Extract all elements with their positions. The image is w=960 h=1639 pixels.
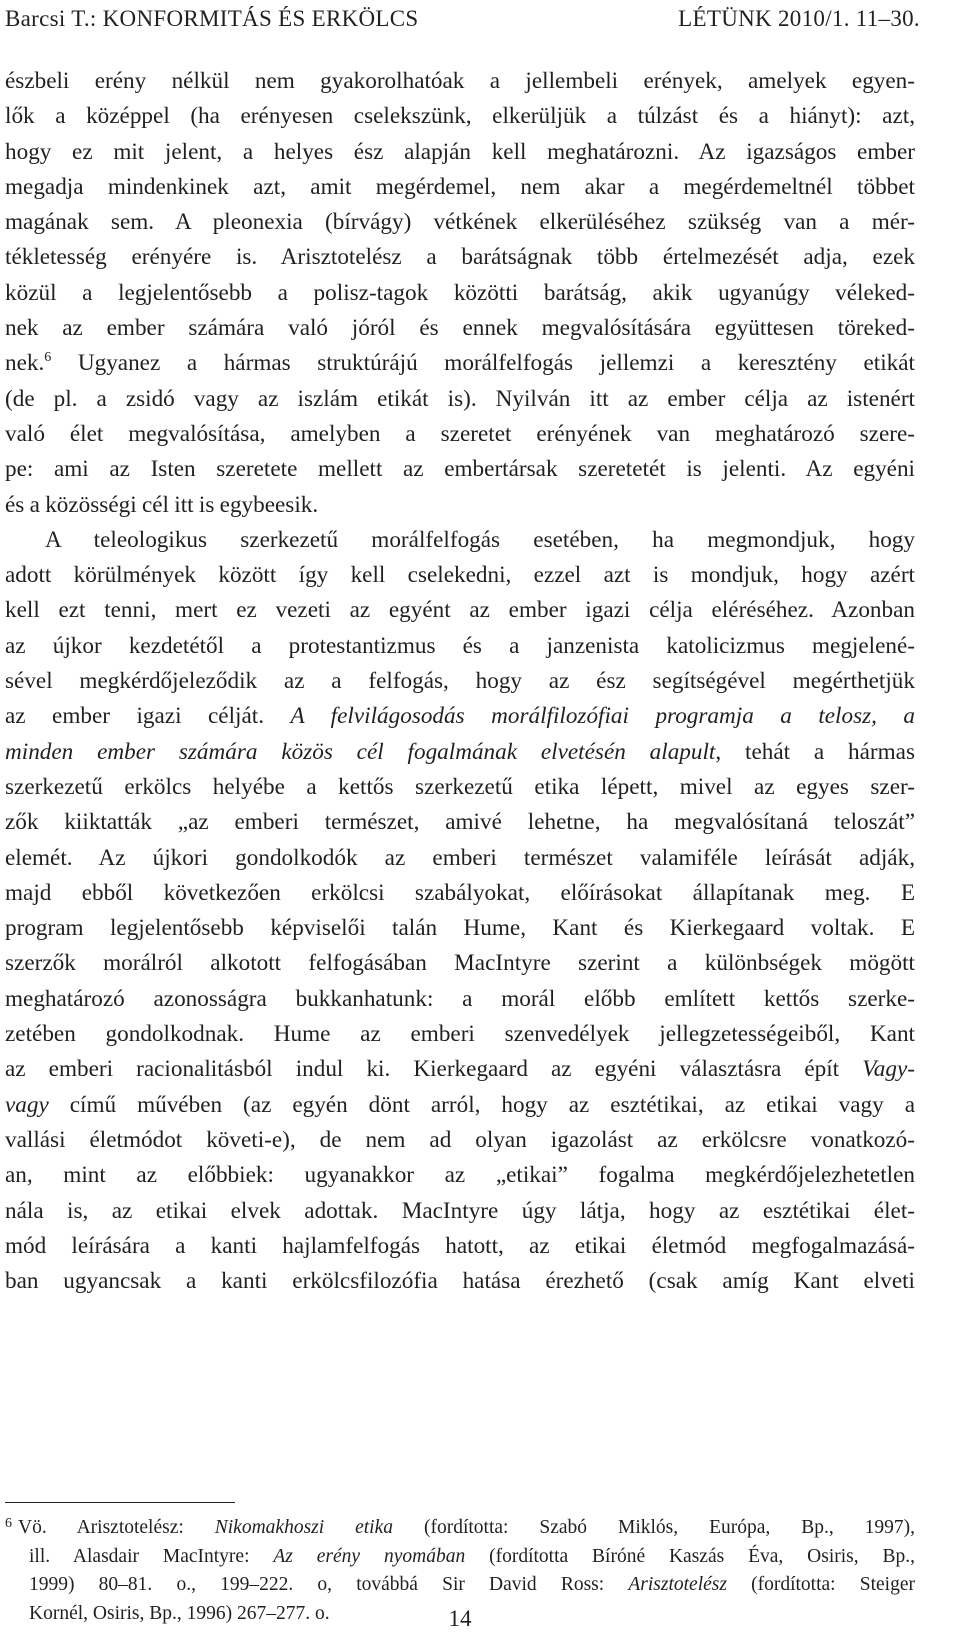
footnote-reference[interactable]: 6 — [44, 350, 52, 366]
text-line: sével megkérdőjeleződik az a felfogás, hogy az ész segítségével megérthetjük — [5, 668, 915, 695]
page-number: 14 — [448, 1606, 472, 1631]
text-line: kell ezt tenni, mert ez vezeti az egyént az ember igazi célja eléréséhez. Azonban — [5, 597, 915, 624]
text-line: adott körülmények között így kell cselekedni, ezzel azt is mondjuk, hogy azért — [5, 562, 915, 589]
footnote-line — [5, 1514, 915, 1543]
body-text — [5, 64, 915, 1299]
text-line — [5, 346, 915, 381]
footnote-divider — [5, 1502, 235, 1503]
paragraph-2 — [5, 523, 915, 1300]
text-line: nála is, az etikai elvek adottak. MacIntyre úgy látja, hogy az esztétikai élet- — [5, 1197, 915, 1224]
header-journal-ref: LÉTÜNK 2010/1. 11–30. — [678, 6, 920, 31]
text-line — [5, 1052, 915, 1087]
text-line: nek az ember számára való jóról és ennek megvalósítására együttesen töreked- — [5, 315, 915, 342]
text-fragment: az ember igazi célját. — [5, 703, 291, 730]
text-line: szerkezetű erkölcs helyébe a kettős szerkezetű etika lépett, mivel az egyes szer- — [5, 773, 915, 800]
text-line: szerzők morálról alkotott felfogásában MacIntyre szerint a különbségek mögött — [5, 950, 915, 977]
text-line: és a közösségi cél itt is egybeesik. — [5, 491, 319, 518]
text-line: közül a legjelentősebb a polisz-tagok közötti barátság, akik ugyanúgy véleked- — [5, 279, 915, 306]
book-title: Nikomakhoszi etika — [214, 1517, 394, 1538]
book-title: Az erény nyomában — [273, 1545, 466, 1567]
text-line: majd ebből következően erkölcsi szabályokat, előírásokat állapítanak meg. E — [5, 879, 915, 906]
text-line: zetében gondolkodnak. Hume az emberi szenvedélyek jellegzetességeiből, Kant — [5, 1021, 915, 1048]
text-line: az újkor kezdetétől a protestantizmus és a janzenista katolicizmus megjelené- — [5, 632, 915, 659]
text-line: tékletesség erényére is. Arisztotelész a barátságnak több értelmezését adja, ezek — [5, 244, 915, 271]
text-line: program legjelentősebb képviselői talán Hume, Kant és Kierkegaard voltak. E — [5, 915, 915, 942]
text-fragment: Vö. Arisztotelész: — [18, 1517, 215, 1538]
text-fragment: Ugyanez a hármas struktúrájú morálfelfogás jellemzi a keresztény etikát — [51, 350, 915, 377]
text-line: magának sem. A pleonexia (bírvágy) vétkének elkerüléséhez szükség van a mér- — [5, 209, 915, 236]
text-fragment: (fordította: Steiger — [726, 1574, 915, 1596]
emphasis-text: minden ember számára közös cél fogalmának elvetésén alapult — [5, 738, 716, 765]
text-line: megadja mindenkinek azt, amit megérdemel, nem akar a megérdemeltnél többet — [5, 173, 915, 200]
text-line: zők kiiktatták „az emberi természet, amivé lehetne, ha megvalósítaná teloszát” — [5, 809, 915, 836]
text-fragment: ill. Alasdair MacIntyre: — [29, 1545, 274, 1567]
text-fragment: (fordította Bíróné Kaszás Éva, Osiris, Bp., — [465, 1545, 916, 1567]
text-fragment: nek. — [5, 350, 45, 377]
footnote-line — [5, 1571, 915, 1600]
footnote-line: Kornél, Osiris, Bp., 1996) 267–277. o. — [29, 1602, 330, 1624]
text-fragment: az emberi racionalitásból indul ki. Kierkegaard az egyéni választásra épít — [5, 1056, 863, 1083]
text-line: A teleologikus szerkezetű morálfelfogás esetében, ha megmondjuk, hogy — [45, 526, 915, 553]
text-fragment: 1999) 80–81. o., 199–222. o, továbbá Sir David Ross: — [29, 1574, 629, 1596]
header-author-title: Barcsi T.: KONFORMITÁS ÉS ERKÖLCS — [5, 6, 419, 31]
book-title: Vagy- — [862, 1056, 915, 1083]
text-line — [5, 735, 915, 770]
text-line: pe: ami az Isten szeretete mellett az embertársak szeretetét is jelenti. Az egyéni — [5, 456, 915, 483]
running-header — [5, 4, 920, 34]
text-line — [5, 1088, 915, 1123]
text-line: lők a középpel (ha erényesen cselekszünk, elkerüljük a túlzást és a hiányt): azt, — [5, 103, 915, 130]
book-title: vagy — [5, 1091, 49, 1118]
text-fragment: , tehát a hármas — [715, 738, 915, 765]
text-line: észbeli erény nélkül nem gyakorolhatóak a jellembeli erények, amelyek egyen- — [5, 68, 915, 94]
text-line: ban ugyancsak a kanti erkölcsfilozófia hatása érezhető (csak amíg Kant elveti — [5, 1268, 915, 1295]
text-line: elemét. Az újkori gondolkodók az emberi természet valamiféle leírását adják, — [5, 844, 915, 871]
text-line: való élet megvalósítása, amelyben a szeretet erényének van meghatározó szere- — [5, 420, 915, 447]
text-line: (de pl. a zsidó vagy az iszlám etikát is). Nyilván itt az ember célja az istenért — [5, 385, 915, 412]
text-line: mód leírására a kanti hajlamfelfogás hatott, az etikai életmód megfogalmazásá- — [5, 1232, 915, 1259]
text-fragment: című művében (az egyén dönt arról, hogy az esztétikai, az etikai vagy a — [48, 1091, 915, 1118]
text-line — [5, 699, 915, 734]
book-title: Arisztotelész — [628, 1574, 727, 1596]
paragraph-1 — [5, 64, 915, 523]
footnote-number: 6 — [5, 1516, 12, 1531]
emphasis-text: A felvilágosodás morálfilozófiai programja a telosz, a — [290, 703, 915, 730]
footnote-line — [5, 1543, 915, 1572]
text-line: vallási életmódot követi-e), de nem ad olyan igazolást az erkölcsre vonatkozó- — [5, 1126, 915, 1153]
text-line: hogy ez mit jelent, a helyes ész alapján kell meghatározni. Az igazságos ember — [5, 138, 915, 165]
text-line: an, mint az előbbiek: ugyanakkor az „etikai” fogalma megkérdőjelezhetetlen — [5, 1162, 915, 1189]
text-fragment: (fordította: Szabó Miklós, Európa, Bp., 1997), — [393, 1517, 916, 1538]
text-line: meghatározó azonosságra bukkanhatunk: a morál előbb említett kettős szerke- — [5, 985, 915, 1012]
